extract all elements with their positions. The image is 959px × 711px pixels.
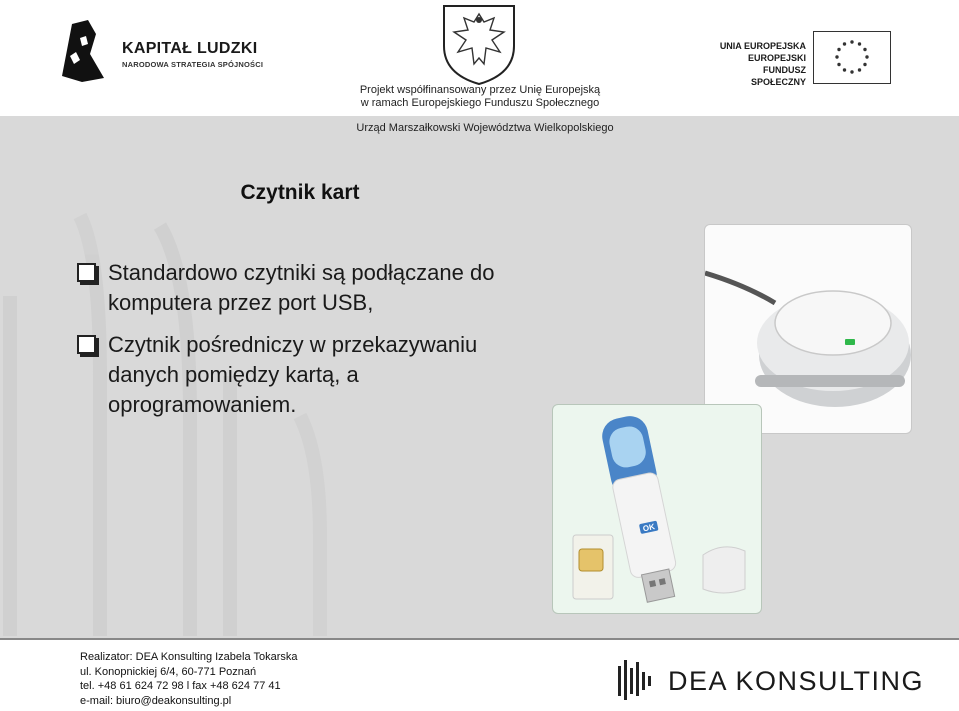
slide-title: Czytnik kart (240, 181, 360, 204)
eu-star-icon (843, 42, 846, 45)
contact-line4: e-mail: biuro@deakonsulting.pl (80, 694, 232, 707)
eu-star-icon (850, 70, 853, 73)
bullet-list (70, 258, 540, 432)
usb-reader-photo (552, 404, 762, 614)
contact-block (80, 650, 297, 708)
eu-star-icon (835, 55, 838, 58)
eu-flag-icon (813, 31, 891, 84)
eu-star-icon (858, 42, 861, 45)
bullet-item (70, 258, 540, 318)
status-led-icon (845, 339, 855, 345)
card-reader-photo (704, 224, 912, 434)
office-name: Urząd Marszałkowski Województwa Wielkopolskiego (356, 122, 614, 134)
usb-card-reader-image (553, 405, 761, 613)
bullet-text: Czytnik pośredniczy w przekazywaniu danych pomiędzy kartą, a oprogramowaniem. (108, 332, 478, 417)
eu-star-icon (863, 63, 866, 66)
ue-line1: UNIA EUROPEJSKA (719, 41, 806, 51)
bullet-item (70, 330, 540, 420)
checkbox-bullet-icon (77, 335, 96, 354)
footer (0, 638, 959, 711)
eu-star-icon (863, 48, 866, 51)
ok-badge-label: OK (642, 522, 656, 534)
eu-star-icon (850, 40, 853, 43)
contact-line3: tel. +48 61 624 72 98 l fax +48 624 77 41 (80, 680, 281, 692)
eu-star-icon (837, 63, 840, 66)
eu-star-icon (865, 55, 868, 58)
ue-line2: EUROPEJSKI (747, 53, 806, 63)
project-info (300, 84, 660, 110)
company-name: DEA KONSULTING (668, 666, 925, 696)
bullet-text: Standardowo czytniki są podłączane do komputera przez port USB, (108, 260, 495, 315)
project-line1: Projekt współfinansowany przez Unię Europejską (359, 84, 601, 96)
kapital-ludzki-subtitle: NARODOWA STRATEGIA SPÓJNOŚCI (122, 60, 264, 69)
contact-line1: Realizator: DEA Konsulting Izabela Tokarska (80, 651, 298, 663)
contact-line2: ul. Konopnickiej 6/4, 60-771 Poznań (80, 665, 257, 678)
eu-star-icon (837, 48, 840, 51)
ue-label (706, 40, 806, 88)
dea-konsulting-logo-icon (616, 658, 656, 700)
eu-star-icon (843, 68, 846, 71)
checkbox-bullet-icon (77, 263, 96, 282)
wielkopolska-eagle-crest (440, 2, 518, 86)
eu-star-icon (858, 68, 861, 71)
kapital-ludzki-title: KAPITAŁ LUDZKI (122, 40, 258, 57)
ue-line3: FUNDUSZ SPOŁECZNY (750, 65, 806, 87)
project-line2: w ramach Europejskiego Funduszu Społecznego (360, 97, 600, 109)
smart-card-reader-image (705, 225, 911, 433)
